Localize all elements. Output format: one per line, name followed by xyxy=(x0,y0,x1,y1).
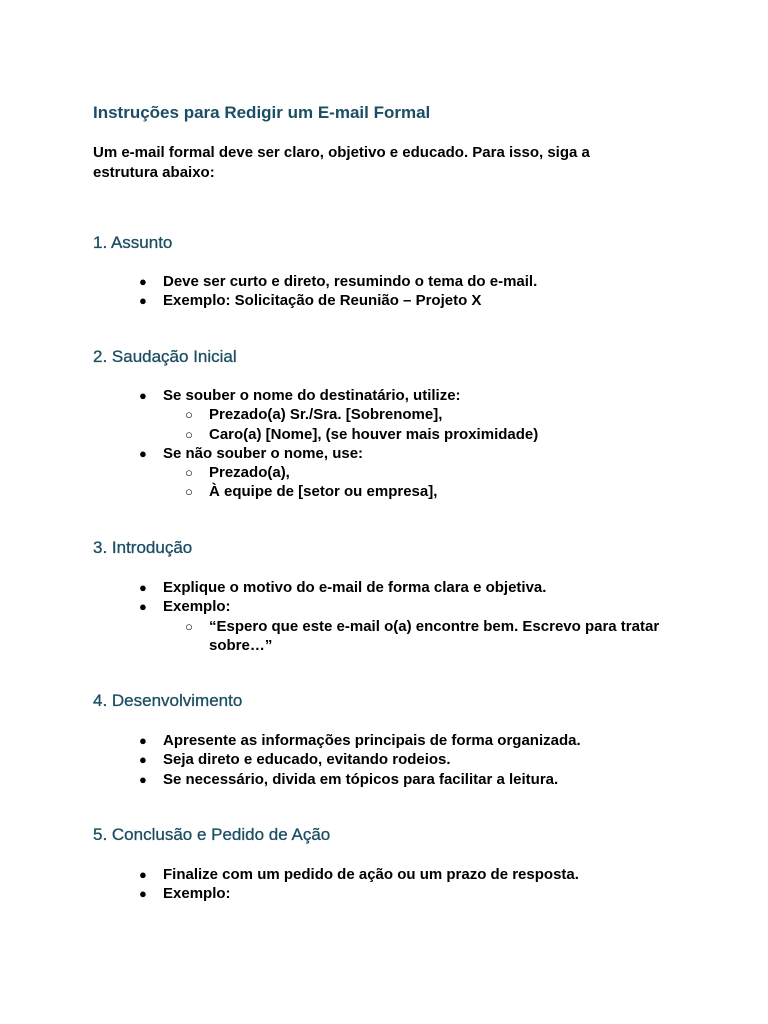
section-heading-introducao: 3. Introdução xyxy=(93,538,193,557)
section-list-conclusao xyxy=(93,865,693,904)
sublist-item xyxy=(163,425,689,444)
bullet-icon: ● xyxy=(139,752,147,768)
list-item xyxy=(93,750,693,769)
section-list-saudacao-inicial xyxy=(93,386,693,502)
hollow-bullet-icon: ○ xyxy=(185,484,193,500)
list-item xyxy=(93,291,693,310)
list-item-text: Se necessário, divida em tópicos para facilitar a leitura. xyxy=(163,770,559,788)
sublist-item xyxy=(163,482,689,501)
list-item-text: Seja direto e educado, evitando rodeios. xyxy=(163,751,451,769)
list-item-text: Se não souber o nome, use: xyxy=(163,444,364,462)
list-item-text: Exemplo: xyxy=(163,598,231,616)
list-item xyxy=(93,578,693,597)
sublist-item-text: À equipe de [setor ou empresa], xyxy=(209,483,438,501)
intro-paragraph: Um e-mail formal deve ser claro, objetivo e educado. Para isso, siga a estrutura abaixo: xyxy=(93,144,590,181)
sublist-item-text: Prezado(a) Sr./Sra. [Sobrenome], xyxy=(209,406,443,424)
sublist-item xyxy=(163,405,689,424)
bullet-icon: ● xyxy=(139,886,147,902)
document-title: Instruções para Redigir um E-mail Formal xyxy=(93,103,431,122)
bullet-icon: ● xyxy=(139,388,147,403)
sublist-item-text: Prezado(a), xyxy=(209,464,290,482)
list-item-text: Deve ser curto e direto, resumindo o tema do e-mail. xyxy=(163,273,538,290)
section-heading-assunto: 1. Assunto xyxy=(93,233,173,252)
hollow-bullet-icon: ○ xyxy=(185,407,193,423)
sublist xyxy=(163,617,693,656)
list-item-text: Se souber o nome do destinatário, utilize: xyxy=(163,387,461,404)
list-item-text: Exemplo: xyxy=(163,885,231,903)
bullet-icon: ● xyxy=(139,733,147,748)
list-item xyxy=(93,865,693,884)
bullet-icon: ● xyxy=(139,771,147,787)
list-item xyxy=(93,770,693,789)
section-heading-saudacao-inicial: 2. Saudação Inicial xyxy=(93,347,237,366)
sublist xyxy=(163,463,693,502)
section-list-assunto xyxy=(93,272,693,311)
bullet-icon: ● xyxy=(139,274,147,289)
sublist-item-text: “Espero que este e-mail o(a) encontre bem. Escrevo para tratar sobre…” xyxy=(209,617,660,654)
bullet-icon: ● xyxy=(139,580,147,595)
hollow-bullet-icon: ○ xyxy=(185,618,193,634)
sublist-item xyxy=(163,617,689,656)
section-list-desenvolvimento xyxy=(93,731,693,789)
bullet-icon: ● xyxy=(139,293,147,309)
list-item xyxy=(93,386,693,444)
list-item xyxy=(93,884,693,903)
list-item xyxy=(93,444,693,502)
sublist-item-text: Caro(a) [Nome], (se houver mais proximidade) xyxy=(209,425,539,443)
bullet-icon: ● xyxy=(139,599,147,615)
list-item xyxy=(93,597,693,655)
list-item xyxy=(93,731,693,750)
list-item-text: Apresente as informações principais de forma organizada. xyxy=(163,732,581,749)
list-item-text: Exemplo: Solicitação de Reunião – Projeto X xyxy=(163,292,482,310)
sublist-item xyxy=(163,463,689,482)
bullet-icon: ● xyxy=(139,445,147,461)
list-item xyxy=(93,272,693,291)
sublist xyxy=(163,405,693,444)
section-list-introducao xyxy=(93,578,693,655)
bullet-icon: ● xyxy=(139,867,147,882)
list-item-text: Explique o motivo do e-mail de forma clara e objetiva. xyxy=(163,579,547,596)
list-item-text: Finalize com um pedido de ação ou um prazo de resposta. xyxy=(163,866,579,883)
hollow-bullet-icon: ○ xyxy=(185,426,193,442)
section-heading-desenvolvimento: 4. Desenvolvimento xyxy=(93,691,243,710)
section-heading-conclusao: 5. Conclusão e Pedido de Ação xyxy=(93,825,331,844)
hollow-bullet-icon: ○ xyxy=(185,465,193,481)
